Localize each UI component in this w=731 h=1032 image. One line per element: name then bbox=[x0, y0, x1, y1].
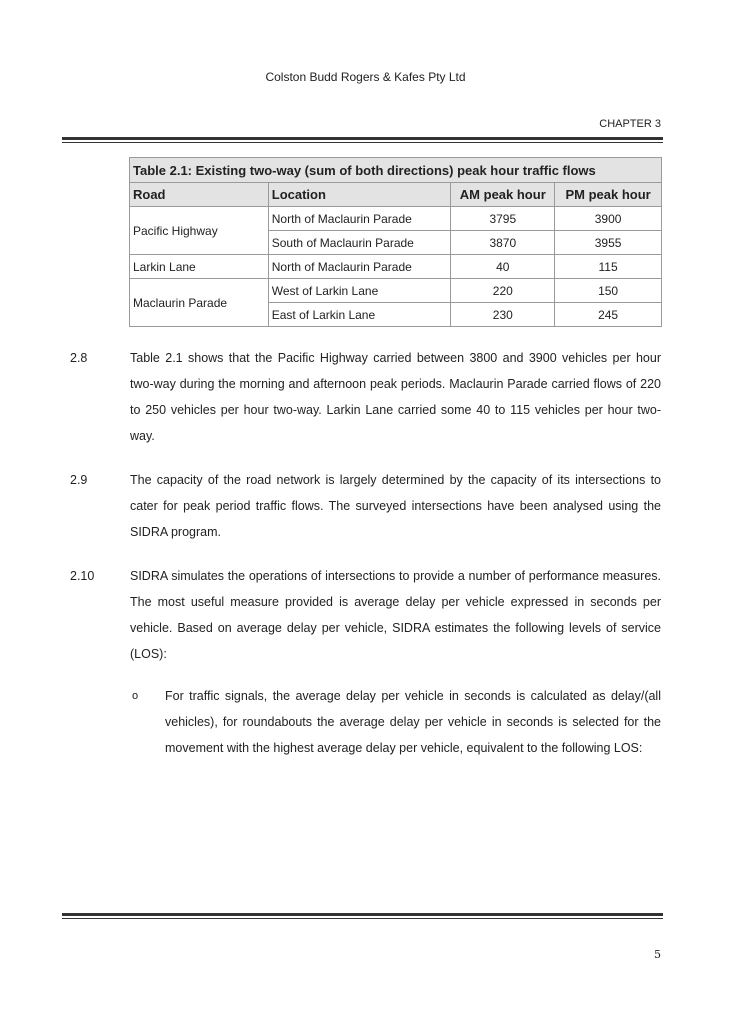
am-cell: 40 bbox=[451, 255, 555, 279]
paragraph-number: 2.8 bbox=[70, 351, 88, 365]
table-row bbox=[130, 255, 662, 279]
paragraph-2-8 bbox=[70, 345, 661, 449]
column-header-am: AM peak hour bbox=[451, 183, 555, 207]
paragraph-text: The capacity of the road network is largely determined by the capacity of its intersections to cater for peak period traffic flows. The surveyed intersections have been analysed using the SIDRA program. bbox=[130, 473, 661, 539]
table-caption: Table 2.1: Existing two-way (sum of both directions) peak hour traffic flows bbox=[130, 158, 662, 183]
pm-cell: 115 bbox=[555, 255, 662, 279]
table-row bbox=[130, 279, 662, 303]
paragraph-text: Table 2.1 shows that the Pacific Highway carried between 3800 and 3900 vehicles per hour two-way during the morning and afternoon peak periods. Maclaurin Parade carried flows of 220 to 250 vehicles per hour two-way. Larkin Lane carried some 40 to 115 vehicles per hour two-way. bbox=[130, 351, 661, 443]
paragraph-number: 2.10 bbox=[70, 569, 95, 583]
location-cell: South of Maclaurin Parade bbox=[268, 231, 451, 255]
page-number: 5 bbox=[654, 948, 661, 961]
traffic-flow-table bbox=[129, 157, 662, 327]
bullet-item bbox=[130, 683, 661, 761]
am-cell: 230 bbox=[451, 303, 555, 327]
pm-cell: 3900 bbox=[555, 207, 662, 231]
pm-cell: 150 bbox=[555, 279, 662, 303]
footer-rule bbox=[62, 913, 663, 919]
road-cell: Pacific Highway bbox=[130, 207, 269, 255]
bullet-text: For traffic signals, the average delay per vehicle in seconds is calculated as delay/(all vehicles), for roundabouts the average delay per vehicle in seconds is selected for the movement with the highest average delay per vehicle, equivalent to the following LOS: bbox=[165, 689, 661, 755]
paragraph-number: 2.9 bbox=[70, 473, 88, 487]
column-header-road: Road bbox=[130, 183, 269, 207]
pm-cell: 3955 bbox=[555, 231, 662, 255]
table-row bbox=[130, 207, 662, 231]
paragraph-2-9 bbox=[70, 467, 661, 545]
am-cell: 220 bbox=[451, 279, 555, 303]
paragraph-text: SIDRA simulates the operations of intersections to provide a number of performance measures. The most useful measure provided is average delay per vehicle expressed in seconds per vehicle. Based on average delay per vehicle, SIDRA estimates the following levels of service (LOS): bbox=[130, 569, 661, 661]
location-cell: West of Larkin Lane bbox=[268, 279, 451, 303]
am-cell: 3870 bbox=[451, 231, 555, 255]
road-cell: Maclaurin Parade bbox=[130, 279, 269, 327]
column-header-pm: PM peak hour bbox=[555, 183, 662, 207]
am-cell: 3795 bbox=[451, 207, 555, 231]
bullet-marker: o bbox=[132, 690, 139, 702]
company-name: Colston Budd Rogers & Kafes Pty Ltd bbox=[265, 70, 466, 84]
location-cell: North of Maclaurin Parade bbox=[268, 207, 451, 231]
column-header-location: Location bbox=[268, 183, 451, 207]
chapter-label: CHAPTER 3 bbox=[599, 118, 661, 130]
paragraph-2-10 bbox=[70, 563, 661, 667]
road-cell: Larkin Lane bbox=[130, 255, 269, 279]
location-cell: East of Larkin Lane bbox=[268, 303, 451, 327]
pm-cell: 245 bbox=[555, 303, 662, 327]
location-cell: North of Maclaurin Parade bbox=[268, 255, 451, 279]
header-rule bbox=[62, 137, 663, 143]
